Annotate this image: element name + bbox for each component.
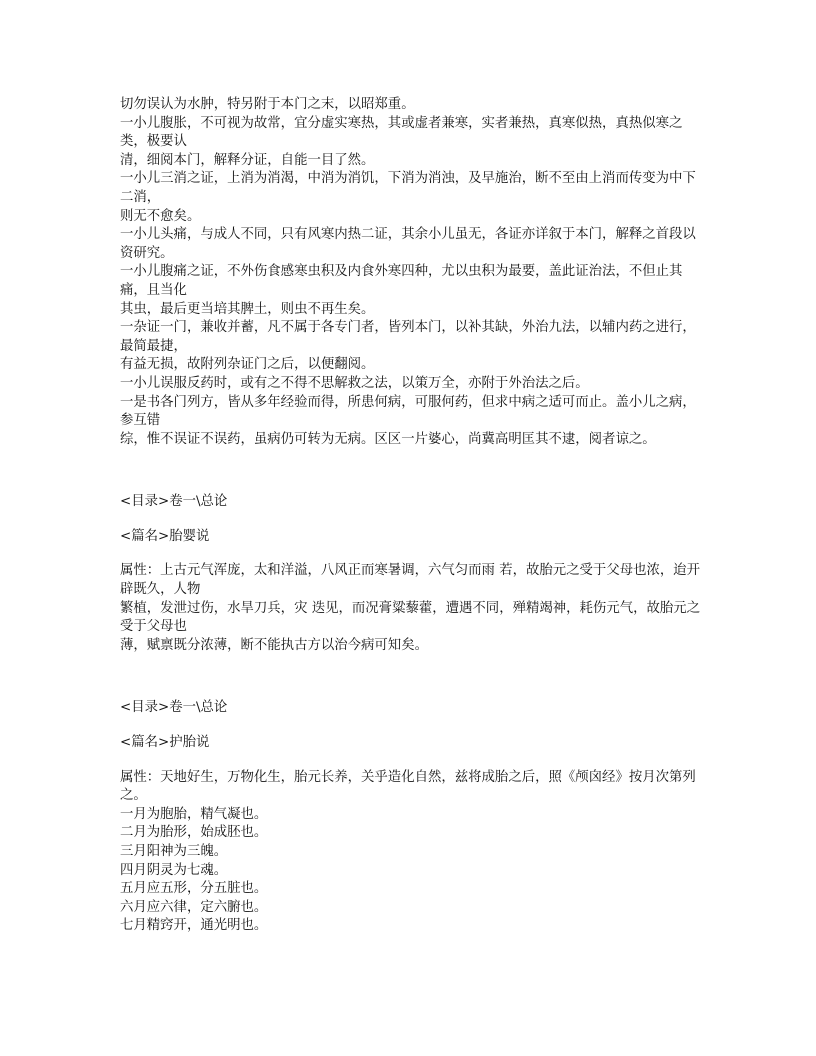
text-line: 四月阴灵为七魂。 <box>120 862 228 878</box>
hutai-section <box>120 699 704 936</box>
intro-section <box>120 96 704 449</box>
catalog-heading: <目录>卷一\总论 <box>120 700 228 716</box>
text-line: 一小儿三消之证，上消为消渴，中消为消饥，下消为消浊，及早施治，断不至由上消而传变为中下二消， <box>120 171 696 205</box>
text-line: 一小儿误服反药时，或有之不得不思解救之法，以策万全，亦附于外治法之后。 <box>120 375 589 391</box>
text-line: 繁植，发泄过伤，水旱刀兵，灾 迭见，而况膏粱藜藿，遭遇不同，殚精竭神，耗伤元气，故胎元之受于父母也 <box>120 600 701 635</box>
catalog-heading: <目录>卷一\总论 <box>120 494 228 510</box>
text-line: 一小儿腹胀，不可视为故常，宜分虚实寒热，其或虚者兼寒，实者兼热，真寒似热，真热似寒之类，极要认 <box>120 115 683 150</box>
text-line: 其虫，最后更当培其脾土，则虫不再生矣。 <box>120 301 375 317</box>
text-line: 综，惟不误证不误药，虽病仍可转为无病。区区一片婆心，尚冀高明匡其不逮，阅者谅之。 <box>120 431 656 447</box>
text-line: 薄，赋禀既分浓薄，断不能执古方以治今病可知矣。 <box>120 637 428 653</box>
text-line: 二月为胎形，始成胚也。 <box>120 825 268 841</box>
text-line: 六月应六律，定六腑也。 <box>120 899 268 915</box>
text-line: 一杂证一门，兼收并蓄，凡不属于各专门者，皆列本门，以补其缺，外治九法，以辅内药之进行，最简最捷， <box>120 320 696 354</box>
text-line: 一是书各门列方，皆从多年经验而得，所患何病，可服何药，但求中病之适可而止。盖小儿之病，参互错 <box>120 394 696 429</box>
document-page <box>120 96 704 936</box>
text-line: 属性：天地好生，万物化生，胎元长养，关乎造化自然，兹将成胎之后，照《颅囟经》按月次第列之。 <box>120 769 696 804</box>
taiying-section <box>120 493 704 655</box>
text-line: 一小儿头痛，与成人不同，只有风寒内热二证，其余小儿虽无，各证亦详叙于本门，解释之首段以资研究。 <box>120 227 696 261</box>
text-line: 切勿误认为水肿，特另附于本门之末，以昭郑重。 <box>120 97 415 112</box>
text-line: 清，细阅本门，解释分证，自能一目了然。 <box>120 152 375 168</box>
text-line: 有益无损，故附列杂证门之后，以便翻阅。 <box>120 357 375 373</box>
text-line: 七月精窍开，通光明也。 <box>120 918 268 934</box>
chapter-title: <篇名>胎婴说 <box>120 528 210 544</box>
text-line: 属性：上古元气浑庞，太和洋溢，八风正而寒暑调，六气匀而雨 若，故胎元之受于父母也浓，迨开辟既久，人物 <box>120 563 701 598</box>
text-line: 一小儿腹痛之证，不外伤食感寒虫积及内食外寒四种，尤以虫积为最要，盖此证治法，不但止其痛，且当化 <box>120 264 683 298</box>
text-line: 三月阳神为三魄。 <box>120 844 228 859</box>
text-line: 则无不愈矣。 <box>120 208 201 224</box>
text-line: 一月为胞胎，精气凝也。 <box>120 806 268 822</box>
text-line: 五月应五形，分五脏也。 <box>120 881 268 897</box>
chapter-title: <篇名>护胎说 <box>120 735 210 751</box>
